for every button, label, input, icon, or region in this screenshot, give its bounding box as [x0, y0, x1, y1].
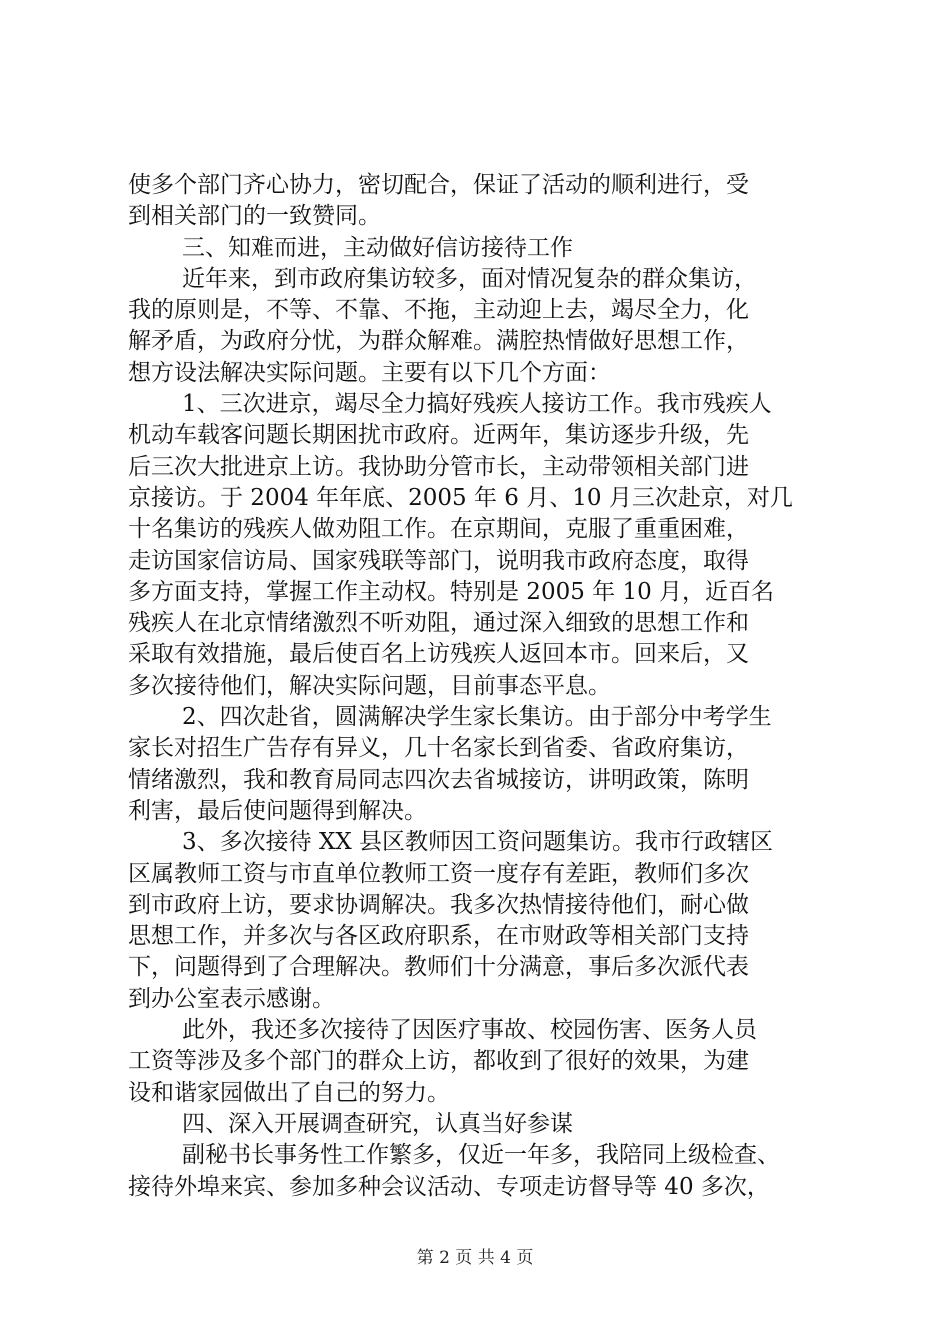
text-line: 近年来，到市政府集访较多，面对情况复杂的群众集访，: [182, 265, 757, 292]
section-heading: 三、知难而进，主动做好信访接待工作: [182, 234, 573, 261]
text-line: 到相关部门的一致赞同。: [128, 203, 381, 230]
text-line: 我的原则是，不等、不靠、不拖，主动迎上去，竭尽全力，化: [128, 297, 749, 324]
text-line: 京接访。于 2004 年年底、2005 年 6 月、10 月三次赴京，对几: [128, 484, 793, 511]
text-line: 副秘书长事务性工作繁多，仅近一年多，我陪同上级检查、: [182, 1142, 780, 1169]
text-line: 工资等涉及多个部门的群众上访，都收到了很好的效果，为建: [128, 1048, 749, 1075]
text-line: 家长对招生广告存有异义，几十名家长到省委、省政府集访，: [128, 735, 749, 762]
text-line: 到市政府上访，要求协调解决。我多次热情接待他们，耐心做: [128, 891, 749, 918]
text-line: 机动车载客问题长期困扰市政府。近两年，集访逐步升级，先: [128, 422, 749, 449]
text-line: 走访国家信访局、国家残联等部门，说明我市政府态度，取得: [128, 547, 749, 574]
text-line: 设和谐家园做出了自己的努力。: [128, 1079, 450, 1106]
text-line: 残疾人在北京情绪激烈不听劝阻，通过深入细致的思想工作和: [128, 610, 749, 637]
text-line: 接待外埠来宾、参加多种会议活动、专项走访督导等 40 多次，: [128, 1173, 770, 1200]
section-heading: 四、深入开展调查研究，认真当好参谋: [182, 1110, 573, 1137]
text-line: 利害，最后使问题得到解决。: [128, 797, 427, 824]
text-line: 到办公室表示感谢。: [128, 985, 335, 1012]
text-line: 2、四次赴省，圆满解决学生家长集访。由于部分中考学生: [182, 704, 772, 731]
text-line: 采取有效措施，最后使百名上访残疾人返回本市。回来后，又: [128, 641, 749, 668]
text-line: 十名集访的残疾人做劝阻工作。在京期间，克服了重重困难，: [128, 516, 749, 543]
text-line: 后三次大批进京上访。我协助分管市长，主动带领相关部门进: [128, 453, 749, 480]
text-line: 下，问题得到了合理解决。教师们十分满意，事后多次派代表: [128, 954, 749, 981]
text-line: 3、多次接待 XX 县区教师因工资问题集访。我市行政辖区: [182, 829, 774, 856]
text-line: 多方面支持，掌握工作主动权。特别是 2005 年 10 月，近百名: [128, 578, 775, 605]
page-number-footer: 第 2 页 共 4 页: [416, 1248, 534, 1268]
text-line: 此外，我还多次接待了因医疗事故、校园伤害、医务人员: [182, 1017, 757, 1044]
text-line: 想方设法解决实际问题。主要有以下几个方面：: [128, 359, 611, 386]
text-line: 区属教师工资与市直单位教师工资一度存有差距，教师们多次: [128, 860, 749, 887]
text-line: 解矛盾，为政府分忧，为群众解难。满腔热情做好思想工作，: [128, 328, 749, 355]
text-line: 1、三次进京，竭尽全力搞好残疾人接访工作。我市残疾人: [182, 391, 772, 418]
text-line: 使多个部门齐心协力，密切配合，保证了活动的顺利进行，受: [128, 172, 749, 198]
text-line: 情绪激烈，我和教育局同志四次去省城接访，讲明政策，陈明: [128, 766, 749, 793]
text-line: 思想工作，并多次与各区政府职系，在市财政等相关部门支持: [128, 923, 749, 950]
document-body: [128, 170, 828, 1203]
text-line: 多次接待他们，解决实际问题，目前事态平息。: [128, 672, 611, 699]
